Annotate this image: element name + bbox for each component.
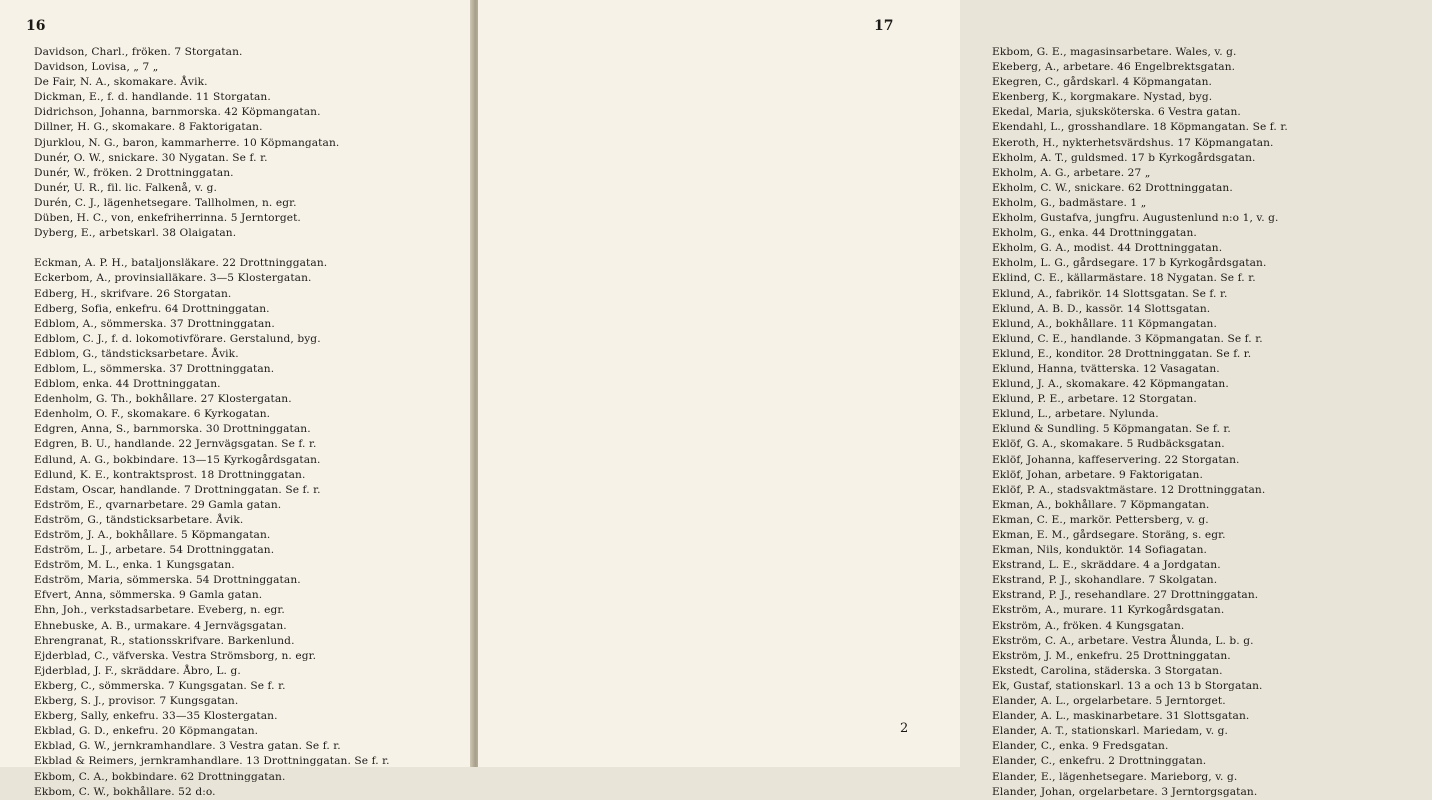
directory-entry: Eklund, P. E., arbetare. 12 Storgatan. (992, 393, 1197, 406)
directory-entry: Eklund, A., fabrikör. 14 Slottsgatan. Se f. r. (992, 287, 1228, 300)
directory-entry: Ekholm, G. A., modist. 44 Drottninggatan. (992, 242, 1223, 255)
directory-entry: Elander, C., enkefru. 2 Drottninggatan. (992, 755, 1207, 768)
directory-entry: Ehn, Joh., verkstadsarbetare. Eveberg, n. egr. (34, 604, 285, 617)
directory-entry: Ekman, Nils, konduktör. 14 Sofiagatan. (992, 544, 1207, 557)
directory-entry: Edström, M. L., enka. 1 Kungsgatan. (34, 559, 235, 572)
directory-entry: Ekblad & Reimers, jernkramhandlare. 13 Drottninggatan. Se f. r. (34, 755, 390, 768)
right-page (478, 0, 1288, 798)
directory-entry: Ekholm, A. T., guldsmed. 17 b Kyrkogårdsgatan. (992, 151, 1256, 164)
directory-entry: Edström, E., qvarnarbetare. 29 Gamla gatan. (34, 498, 282, 511)
directory-entry: Ekeberg, A., arbetare. 46 Engelbrektsgatan. (992, 61, 1236, 74)
directory-entry: Edblom, enka. 44 Drottninggatan. (34, 378, 221, 391)
directory-entry: Eklund & Sundling. 5 Köpmangatan. Se f. r. (992, 423, 1231, 436)
directory-entry: Ek, Gustaf, stationskarl. 13 a och 13 b Storgatan. (992, 679, 1263, 692)
directory-entry: Eklund, L., arbetare. Nylunda. (992, 408, 1159, 421)
directory-entry: Ekman, C. E., markör. Pettersberg, v. g. (992, 513, 1209, 526)
directory-entry: Djurklou, N. G., baron, kammarherre. 10 Köpmangatan. (34, 136, 340, 149)
directory-entry: Edgren, Anna, S., barnmorska. 30 Drottninggatan. (34, 423, 311, 436)
directory-entry: Edblom, C. J., f. d. lokomotivförare. Gerstalund, byg. (34, 332, 321, 345)
directory-entry: Eklöf, Johan, arbetare. 9 Faktorigatan. (992, 468, 1203, 481)
directory-entry: Efvert, Anna, sömmerska. 9 Gamla gatan. (34, 589, 263, 602)
directory-entry: Ekberg, S. J., provisor. 7 Kungsgatan. (34, 695, 239, 708)
directory-entry: Düben, H. C., von, enkefriherrinna. 5 Jerntorget. (34, 212, 301, 225)
directory-entry: Ekeroth, H., nykterhetsvärdshus. 17 Köpmangatan. (992, 136, 1274, 149)
directory-entry: Ekholm, L. G., gårdsegare. 17 b Kyrkogårdsgatan. (992, 257, 1267, 270)
directory-entry: Elander, C., enka. 9 Fredsgatan. (992, 740, 1169, 753)
directory-entry: Ekblad, G. W., jernkramhandlare. 3 Vestra gatan. Se f. r. (34, 740, 341, 753)
directory-entry: Ekberg, Sally, enkefru. 33—35 Klostergatan. (34, 710, 278, 723)
directory-entry: Davidson, Charl., fröken. 7 Storgatan. (34, 46, 243, 58)
directory-entry: Ekenberg, K., korgmakare. Nystad, byg. (992, 91, 1213, 104)
left-page-number: 16 (26, 18, 46, 34)
directory-entry: Ekberg, C., sömmerska. 7 Kungsgatan. Se f. r. (34, 679, 286, 692)
left-page (0, 0, 474, 798)
directory-entry: Eckman, A. P. H., bataljonsläkare. 22 Drottninggatan. (34, 257, 328, 270)
directory-entry: Ekblad, G. D., enkefru. 20 Köpmangatan. (34, 725, 259, 738)
directory-entry: Elander, A. L., maskinarbetare. 31 Slottsgatan. (992, 710, 1250, 723)
directory-entry: Edblom, L., sömmerska. 37 Drottninggatan. (34, 362, 275, 375)
directory-entry: Edström, J. A., bokhållare. 5 Köpmangatan. (34, 529, 271, 541)
directory-entry: Dunér, W., fröken. 2 Drottninggatan. (34, 166, 234, 179)
footer-signature-number: 2 (900, 721, 909, 736)
directory-entry: Ekström, C. A., arbetare. Vestra Ålunda, L. b. g. (992, 634, 1254, 647)
directory-entry: Eklund, E., konditor. 28 Drottninggatan. Se f. r. (992, 347, 1252, 360)
directory-entry: Ekström, A., fröken. 4 Kungsgatan. (992, 619, 1185, 632)
directory-entry: Ekström, J. M., enkefru. 25 Drottninggatan. (992, 649, 1231, 662)
directory-entry: Eklund, J. A., skomakare. 42 Köpmangatan. (992, 378, 1229, 391)
directory-entry: De Fair, N. A., skomakare. Åvik. (34, 76, 208, 89)
directory-entry: Ekholm, C. W., snickare. 62 Drottninggatan. (992, 181, 1233, 194)
directory-entry: Edenholm, G. Th., bokhållare. 27 Klostergatan. (34, 393, 292, 406)
directory-entry: Ekman, E. M., gårdsegare. Storäng, s. egr. (992, 529, 1226, 541)
directory-entry: Dyberg, E., arbetskarl. 38 Olaigatan. (34, 227, 237, 240)
directory-entry: Ekendahl, L., grosshandlare. 18 Köpmangatan. Se f. r. (992, 121, 1288, 134)
directory-entry: Ejderblad, C., väfverska. Vestra Strömsborg, n. egr. (34, 649, 317, 662)
directory-entry: Eklöf, Johanna, kaffeservering. 22 Storgatan. (992, 453, 1240, 466)
right-page-number: 17 (874, 18, 894, 34)
directory-entry: Dickman, E., f. d. handlande. 11 Storgatan. (34, 91, 271, 104)
directory-entry: Eklöf, G. A., skomakare. 5 Rudbäcksgatan. (992, 438, 1225, 451)
directory-entry: Eklund, C. E., handlande. 3 Köpmangatan. Se f. r. (992, 332, 1263, 345)
directory-entry: Dunér, O. W., snickare. 30 Nygatan. Se f. r. (34, 151, 268, 164)
directory-entry: Edstam, Oscar, handlande. 7 Drottninggatan. Se f. r. (34, 483, 321, 496)
directory-entry: Edlund, K. E., kontraktsprost. 18 Drottninggatan. (34, 468, 306, 481)
directory-entry: Edblom, G., tändsticksarbetare. Åvik. (34, 347, 239, 360)
directory-entry: Edström, L. J., arbetare. 54 Drottninggatan. (34, 544, 275, 557)
directory-entry: Elander, E., lägenhetsegare. Marieborg, v. g. (992, 770, 1238, 783)
directory-entry: Dillner, H. G., skomakare. 8 Faktorigatan. (34, 121, 263, 134)
section-gap (34, 241, 464, 256)
directory-entry: Ekegren, C., gårdskarl. 4 Köpmangatan. (992, 76, 1212, 89)
directory-entry: Ekholm, G., enka. 44 Drottninggatan. (992, 227, 1197, 240)
directory-entry: Ehnebuske, A. B., urmakare. 4 Jernvägsgatan. (34, 619, 287, 632)
directory-entry: Edström, Maria, sömmerska. 54 Drottninggatan. (34, 574, 301, 587)
directory-entry: Ekstrand, P. J., skohandlare. 7 Skolgatan. (992, 574, 1218, 587)
directory-entry: Edberg, H., skrifvare. 26 Storgatan. (34, 287, 232, 300)
directory-entry: Edlund, A. G., bokbindare. 13—15 Kyrkogårdsgatan. (34, 453, 321, 466)
directory-entry: Ekbom, C. A., bokbindare. 62 Drottninggatan. (34, 770, 286, 783)
directory-entry: Edgren, B. U., handlande. 22 Jernvägsgatan. Se f. r. (34, 438, 317, 451)
directory-entry: Elander, A. T., stationskarl. Mariedam, v. g. (992, 725, 1229, 738)
directory-entry: Durén, C. J., lägenhetsegare. Tallholmen, n. egr. (34, 196, 297, 209)
directory-entry: Didrichson, Johanna, barnmorska. 42 Köpmangatan. (34, 106, 321, 119)
directory-entry: Ekbom, C. W., bokhållare. 52 d:o. (34, 785, 216, 798)
directory-entry: Ekholm, G., badmästare. 1 „ (992, 196, 1147, 209)
directory-entry: Ekedal, Maria, sjuksköterska. 6 Vestra gatan. (992, 106, 1241, 119)
directory-entry: Ekstrand, P. J., resehandlare. 27 Drottninggatan. (992, 589, 1259, 602)
directory-entry: Edenholm, O. F., skomakare. 6 Kyrkogatan. (34, 408, 271, 421)
directory-entry: Ekbom, G. E., magasinsarbetare. Wales, v. g. (992, 46, 1237, 58)
directory-entry: Ekstrand, L. E., skräddare. 4 a Jordgatan. (992, 559, 1221, 572)
directory-entry: Edberg, Sofia, enkefru. 64 Drottninggatan. (34, 302, 270, 315)
right-directory-list (992, 45, 1432, 800)
directory-entry: Eckerbom, A., provinsialläkare. 3—5 Klostergatan. (34, 272, 312, 285)
left-directory-list (34, 45, 464, 800)
directory-entry: Ekholm, Gustafva, jungfru. Augustenlund n:o 1, v. g. (992, 212, 1279, 225)
directory-entry: Eklund, A. B. D., kassör. 14 Slottsgatan. (992, 302, 1211, 315)
directory-entry: Edblom, A., sömmerska. 37 Drottninggatan. (34, 317, 275, 330)
directory-entry: Dunér, U. R., fil. lic. Falkenå, v. g. (34, 181, 217, 194)
directory-entry: Ekholm, A. G., arbetare. 27 „ (992, 166, 1151, 179)
directory-entry: Eklund, Hanna, tvätterska. 12 Vasagatan. (992, 362, 1220, 375)
directory-entry: Eklind, C. E., källarmästare. 18 Nygatan. Se f. r. (992, 272, 1256, 285)
directory-entry: Ekström, A., murare. 11 Kyrkogårdsgatan. (992, 604, 1225, 617)
directory-entry: Ejderblad, J. F., skräddare. Åbro, L. g. (34, 664, 241, 677)
directory-entry: Eklöf, P. A., stadsvaktmästare. 12 Drottninggatan. (992, 483, 1266, 496)
directory-entry: Ehrengranat, R., stationsskrifvare. Barkenlund. (34, 634, 295, 647)
directory-entry: Ekstedt, Carolina, städerska. 3 Storgatan. (992, 664, 1223, 677)
directory-entry: Elander, A. L., orgelarbetare. 5 Jerntorget. (992, 695, 1226, 708)
directory-entry: Davidson, Lovisa, „ 7 „ (34, 61, 159, 74)
directory-entry: Edström, G., tändsticksarbetare. Åvik. (34, 513, 244, 526)
directory-entry: Ekman, A., bokhållare. 7 Köpmangatan. (992, 498, 1210, 511)
directory-entry: Elander, Johan, orgelarbetare. 3 Jerntorgsgatan. (992, 785, 1258, 798)
directory-entry: Eklund, A., bokhållare. 11 Köpmangatan. (992, 317, 1217, 330)
